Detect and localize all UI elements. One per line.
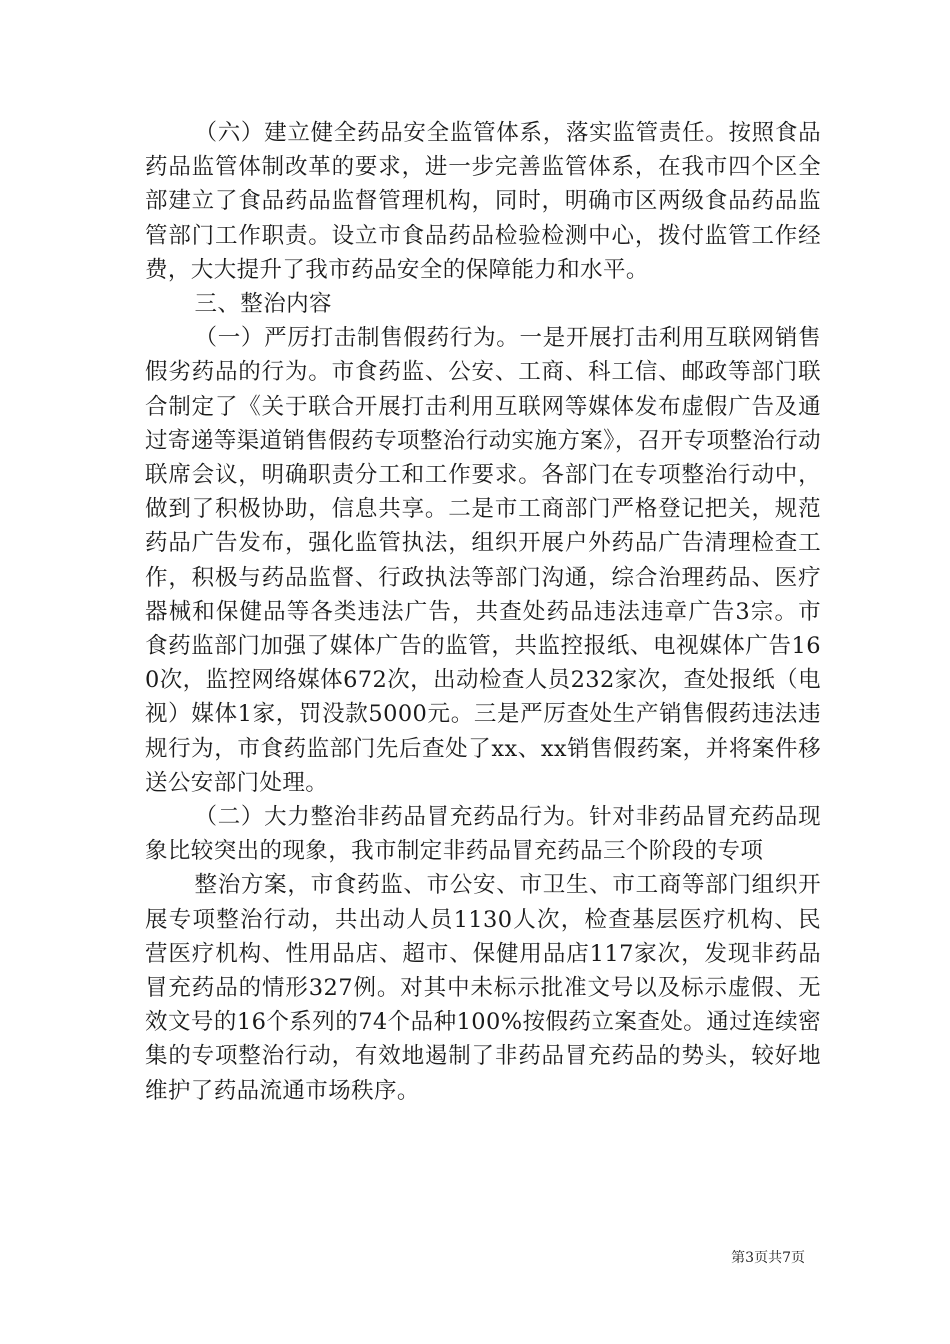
paragraph-non-drug-impersonation: （二）大力整治非药品冒充药品行为。针对非药品冒充药品现象比较突出的现象，我市制定非药品冒充药品三个阶段的专项 [145,804,821,865]
document-body [145,116,821,1108]
paragraph-regulatory-system: （六）建立健全药品安全监管体系，落实监管责任。按照食品药品监管体制改革的要求，进一步完善监管体系，在我市四个区全部建立了食品药品监督管理机构，同时，明确市区两级食品药品监管部门工作职责。设立市食品药品检验检测中心，拨付监管工作经费，大大提升了我市药品安全的保障能力和水平。 [145,120,821,283]
page-number: 第3页共7页 [731,1250,805,1266]
paragraph-rectification-plan: 整治方案，市食药监、市公安、市卫生、市工商等部门组织开展专项整治行动，共出动人员1130人次，检查基层医疗机构、民营医疗机构、性用品店、超市、保健用品店117家次，发现非药品冒充药品的情形327例。对其中未标示批准文号以及标示虚假、无效文号的16个系列的74个品种100%按假药立案查处。通过连续密集的专项整治行动，有效地遏制了非药品冒充药品的势头，较好地维护了药品流通市场秩序。 [145,872,821,1104]
section-heading-rectification-content: 三、整治内容 [194,291,332,318]
paragraph-fake-drug-crackdown: （一）严厉打击制售假药行为。一是开展打击利用互联网销售假劣药品的行为。市食药监、公安、工商、科工信、邮政等部门联合制定了《关于联合开展打击利用互联网等媒体发布虚假广告及通过寄递等渠道销售假药专项整治行动实施方案》，召开专项整治行动联席会议，明确职责分工和工作要求。各部门在专项整治行动中，做到了积极协助，信息共享。二是市工商部门严格登记把关，规范药品广告发布，强化监管执法，组织开展户外药品广告清理检查工作，积极与药品监督、行政执法等部门沟通，综合治理药品、医疗器械和保健品等各类违法广告，共查处药品违法违章广告3宗。市食药监部门加强了媒体广告的监管，共监控报纸、电视媒体广告160次，监控网络媒体672次，出动检查人员232家次，查处报纸（电视）媒体1家，罚没款5000元。三是严厉查处生产销售假药违法违规行为，市食药监部门先后查处了xx、xx销售假药案，并将案件移送公安部门处理。 [145,325,821,796]
